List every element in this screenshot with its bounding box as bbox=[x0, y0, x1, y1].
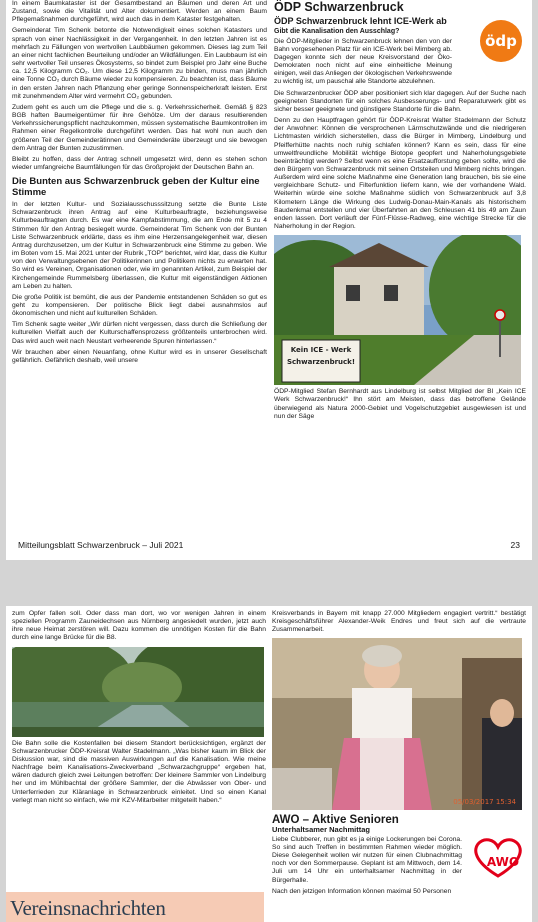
footer-publication: Mitteilungsblatt Schwarzenbruck – Juli 2021 bbox=[18, 540, 184, 550]
canal-photo bbox=[12, 647, 264, 737]
left-column bbox=[12, 0, 267, 368]
sign-text: Kein ICE - Werk bbox=[290, 346, 352, 355]
right-column bbox=[274, 0, 526, 424]
awo-logo-text: AWO bbox=[486, 855, 520, 869]
paragraph: Die Bahn solle die Kostenfallen bei diesem Standort berücksichtigen, ergänzt der Schwarzenbrucker ÖDP-Kreisrat Walter Stadelmann. „Was bisher kaum im Blick der Diskussion war, sind die massiven Auswirkungen auf die Kanalisation. Wie meine Nachfrage beim Kanalisations-Zweckverband „Schwarzachgruppe“ ergeben hat, wären dadurch gleich zwei Leitungen betroffen: Der kleinere Sammler von Lindelburg her und im Mühlbachtal der größere Sammler, der die Abwässer von Ober- und Unterferrieden zur Kläranlage in Schwarzenbruck einleitet. Und so einen Kanal verlegt man nicht so einfach, wie mir KZV-Mitarbeiter mitgeteilt haben.“ bbox=[12, 739, 266, 804]
newsletter-page-23 bbox=[6, 0, 532, 560]
odp-logo: ödp bbox=[480, 20, 522, 62]
paragraph: Liebe Clubberer, nun gibt es ja einige Lockerungen bei Corona. So sind auch Treffen in bestimmten Rahmen wieder möglich. Diese Gelegenheit wollen wir nutzen für einen Clubnachmittag noch vor den Sommerpause. Geplant ist am Mittwoch, dem 14. Juli um 14 Uhr ein unterhaltsamer Nachmittag in der Bürgerhalle. bbox=[272, 835, 462, 884]
bi-sign-photo-image bbox=[274, 235, 521, 385]
paragraph: Wir brauchen aber einen Neuanfang, ohne Kultur wird es in unserer Gesellschaft gefährlich. Gefährlich deshalb, weil unsere bbox=[12, 348, 267, 364]
paragraph: Die Schwarzenbrucker ÖDP aber positioniert sich klar dagegen. Auf der Suche nach geeigneten Standorten für ein solches Ausbesserungs- und Reparaturwerk gibt es sicher besser geeignete und günstigere Standorte für die Bahn. bbox=[274, 89, 526, 113]
photo-timestamp: 05/03/2017 15:34 bbox=[453, 798, 516, 807]
paragraph: In der letzten Kultur- und Sozialausschusssitzung setzte die Bunte Liste Schwarzenbruck ihren Antrag auf eine Kulturbeauftragte, beziehungsweise Kulturbeauftragten durch. Es war eine Kampfabstimmung, die am Ende mit 5 zu 4 Stimmen für den Antrag besiegelt wurde. Gemeinderat Tim Schenk von der Bunten Liste Schwarzenbruck erklärte, dass es ihm eine Herzensangelegenheit war, diesen Antrag durchzusetzen, um der Kultur in Schwarzenbruck eine Stimme zu geben. Wie im Boten vom 15. Mai 2021 unter der Rubrik „TOP“ berichtet, wird klar, dass die Kultur von den Verwaltungsebenen der Politikerinnen und Politikern nichts zu erwarten hat. So wird es Vereinen, Organisationen oder, wie im genannten Artikel, zum Beispiel der Kirchengemeinde Rummelsberg überlassen, die Kultur mit eigenständigen Aktionen am Leben zu halten. bbox=[12, 201, 267, 290]
newsletter-page-24 bbox=[6, 606, 532, 922]
left-column bbox=[12, 610, 266, 808]
article-headline: ÖDP Schwarzenbruck lehnt ICE-Werk ab bbox=[274, 16, 447, 26]
paragraph: In einem Baumkataster ist der Gesamtbestand an Bäumen und deren Art und Zustand, sowie die Vitalität und Alter dokumentiert. Werden an einem Baum Pflegemaßnahmen durchgeführt, wird auch das in dem Kataster festgehalten. bbox=[12, 0, 267, 24]
paragraph: Die ÖDP-Mitglieder in Schwarzenbruck lehnen den von der Bahn vorgesehenen Platz für ein ICE-Werk bei Mimberg ab. Dagegen konnte sich der neue Kreisvorstand der Öko-Demokraten noch nicht auf eine einheitliche Meinung einigen, weil das Anliegen der ökologischen Verkehrswende zu wichtig ist, um pauschal alle Standorte abzulehnen. bbox=[274, 37, 452, 86]
paragraph: Tim Schenk sagte weiter „Wir dürfen nicht vergessen, dass durch die Schließung der kulturellen Vielfalt auch der Kulturschaffensprozess größtenteils unterbrochen wird. Das wird auch weit nach Neustart verheerende Spuren hinterlassen.“ bbox=[12, 321, 267, 345]
section-title: ÖDP Schwarzenbruck bbox=[274, 0, 404, 14]
page-footer bbox=[18, 540, 520, 550]
paragraph: zum Opfer fallen soll. Oder dass man dort, wo vor wenigen Jahren in einem speziellen Programm Zauneidechsen aus Nürnberg angesiedelt wurden, jetzt auch ihre neue Heimat zerstören will. Dazu kommen die unnötigen Kosten für die Bahn durch eine lange Brücke für die B8. bbox=[12, 610, 266, 642]
paragraph: Denn zu den Hauptfragen gehört für ÖDP-Kreisrat Walter Stadelmann der Schutz der Anwohner: Können die versprochenen Lärmschutzwände und die niedrigeren Lichtmasten wirklich sicherstellen, dass die Bürger in Mimberg, Lindelburg und Pfeifferhütte nachts noch ruhig schlafen können? Kann es sein, dass für eine umweltfreundliche Mobilität wichtige Biotope geopfert und Naherholungsgebiete beeinträchtigt werden? Selbst wenn es eine Ersatzaufforstung geben sollte, wird die den Bürgern von Schwarzenbruck mit seinen Ortsteilen und Mimberg nichts bringen. Außerdem wird eine solche Maßnahme eine Generation lang brauchen, bis sie eine vergleichbare Schutz- und Filterfunktion liefern kann, wie der vorhandene Wald. Weiterhin würde eine solche Maßnahme südlich von Schwarzenbruck auf 3,8 Kilometern Länge die Wirkung des Ludwig-Donau-Main-Kanals als historischem Baudenkmal entstellen und vier Überfahrten an den Schleusen 41 bis 49 am Zaun enden lassen. Dort verläuft der Fünf-Flüsse-Radweg, eine wichtige Strecke für die Naherholung in der Region. bbox=[274, 117, 526, 231]
canal-photo-image bbox=[12, 647, 264, 737]
awo-logo bbox=[470, 836, 526, 880]
svg-text:Schwarzenbruck!: Schwarzenbruck! bbox=[286, 358, 356, 367]
paragraph: Nach den jetzigen Information können maximal 50 Personen bbox=[272, 887, 452, 895]
paragraph: Kreisverbands in Bayern mit knapp 27.000 Mitgliedern engagiert vertritt.“ bestätigt Kreisgeschäftsführer Alexander-Weik Endres und freut sich auf die vertraute Zusammenarbeit. bbox=[272, 610, 526, 634]
paragraph: Bleibt zu hoffen, dass der Antrag schnell umgesetzt wird, denn es stehen schon wieder umfangreiche Baumfällungen für das Großprojekt der Deutschen Bahn an. bbox=[12, 155, 267, 171]
page-number: 23 bbox=[510, 540, 520, 550]
section-banner-vereinsnachrichten: Vereinsnachrichten bbox=[6, 892, 264, 922]
awo-event-photo bbox=[272, 638, 522, 810]
awo-heart-icon bbox=[470, 836, 526, 880]
paragraph: Zudem geht es auch um die Pflege und die s. g. Verkehrssicherheit. Gemäß § 823 BGB haften Baumeigentümer für ihre Gehölze. Um der daraus resultierenden Verkehrssicherungspflicht nachzukommen, müssen systematische Baumkontrollen im Rahmen einer Regelkontrolle durchgeführt werden. Das hat wohl nun auch den größeren Teil der Gemeinderätinnen und Gemeinderäte überzeugt und sie bewogen dem Antrag der Bunten zuzustimmen. bbox=[12, 103, 267, 152]
bi-sign-photo bbox=[274, 235, 521, 385]
article-heading: Die Bunten aus Schwarzenbruck geben der Kultur eine Stimme bbox=[12, 176, 260, 199]
awo-section-title: AWO – Aktive Senioren bbox=[272, 814, 399, 827]
paragraph: Gemeinderat Tim Schenk betonte die Notwendigkeit eines solchen Katasters und sprach von einer Nachlässigkeit in der Vergangenheit. In den letzten Jahren ist es mehrfach zu Fällungen von wertvollen Laubbäumen gekommen. Dieses lag zum Teil an einer nicht fachlichen Beurteilung und/oder an Wildfällungen. Ein Laubbaum ist ein sehr wertvoller Teil unseres Ökosystems, so bindet zum Beispiel pro Jahr eine Buche ca. 12,5 Kilogramm CO₂. Um diese 12,5 Kilogramm zu binden, muss man jährlich eine Tonne CO₂ durch Bäume wieder zu kompensieren. Zu beachten ist, dass Bäume in den ersten Jahren nach Pflanzung eher geringe Sonnenspeicherkraft leisten. Erst mit zunehmendem Alter wird vermehrt CO₂ gebunden. bbox=[12, 27, 267, 100]
awo-event-photo-image bbox=[272, 638, 522, 810]
article-subheadline: Gibt die Kanalisation den Ausschlag? bbox=[274, 27, 400, 35]
paragraph: Die große Politik ist bemüht, die aus der Pandemie entstandenen Schäden so gut es geht zu kompensieren. Der politische Blick liegt dabei ausnahmslos auf ökonomischen und nicht auf kulturellen Schäden. bbox=[12, 293, 267, 318]
awo-subtitle: Unterhaltsamer Nachmittag bbox=[272, 824, 370, 834]
photo-caption: ÖDP-Mitglied Stefan Bernhardt aus Lindelburg ist selbst Mitglied der BI „Kein ICE Werk Schwarzenbruck!“ Ihn stört am Meisten, dass das betroffene Gelände überwiegend als Natura 2000-Gebiet und Vogelschutzgebiet ausgewiesen ist und nun der Säge bbox=[274, 388, 526, 420]
